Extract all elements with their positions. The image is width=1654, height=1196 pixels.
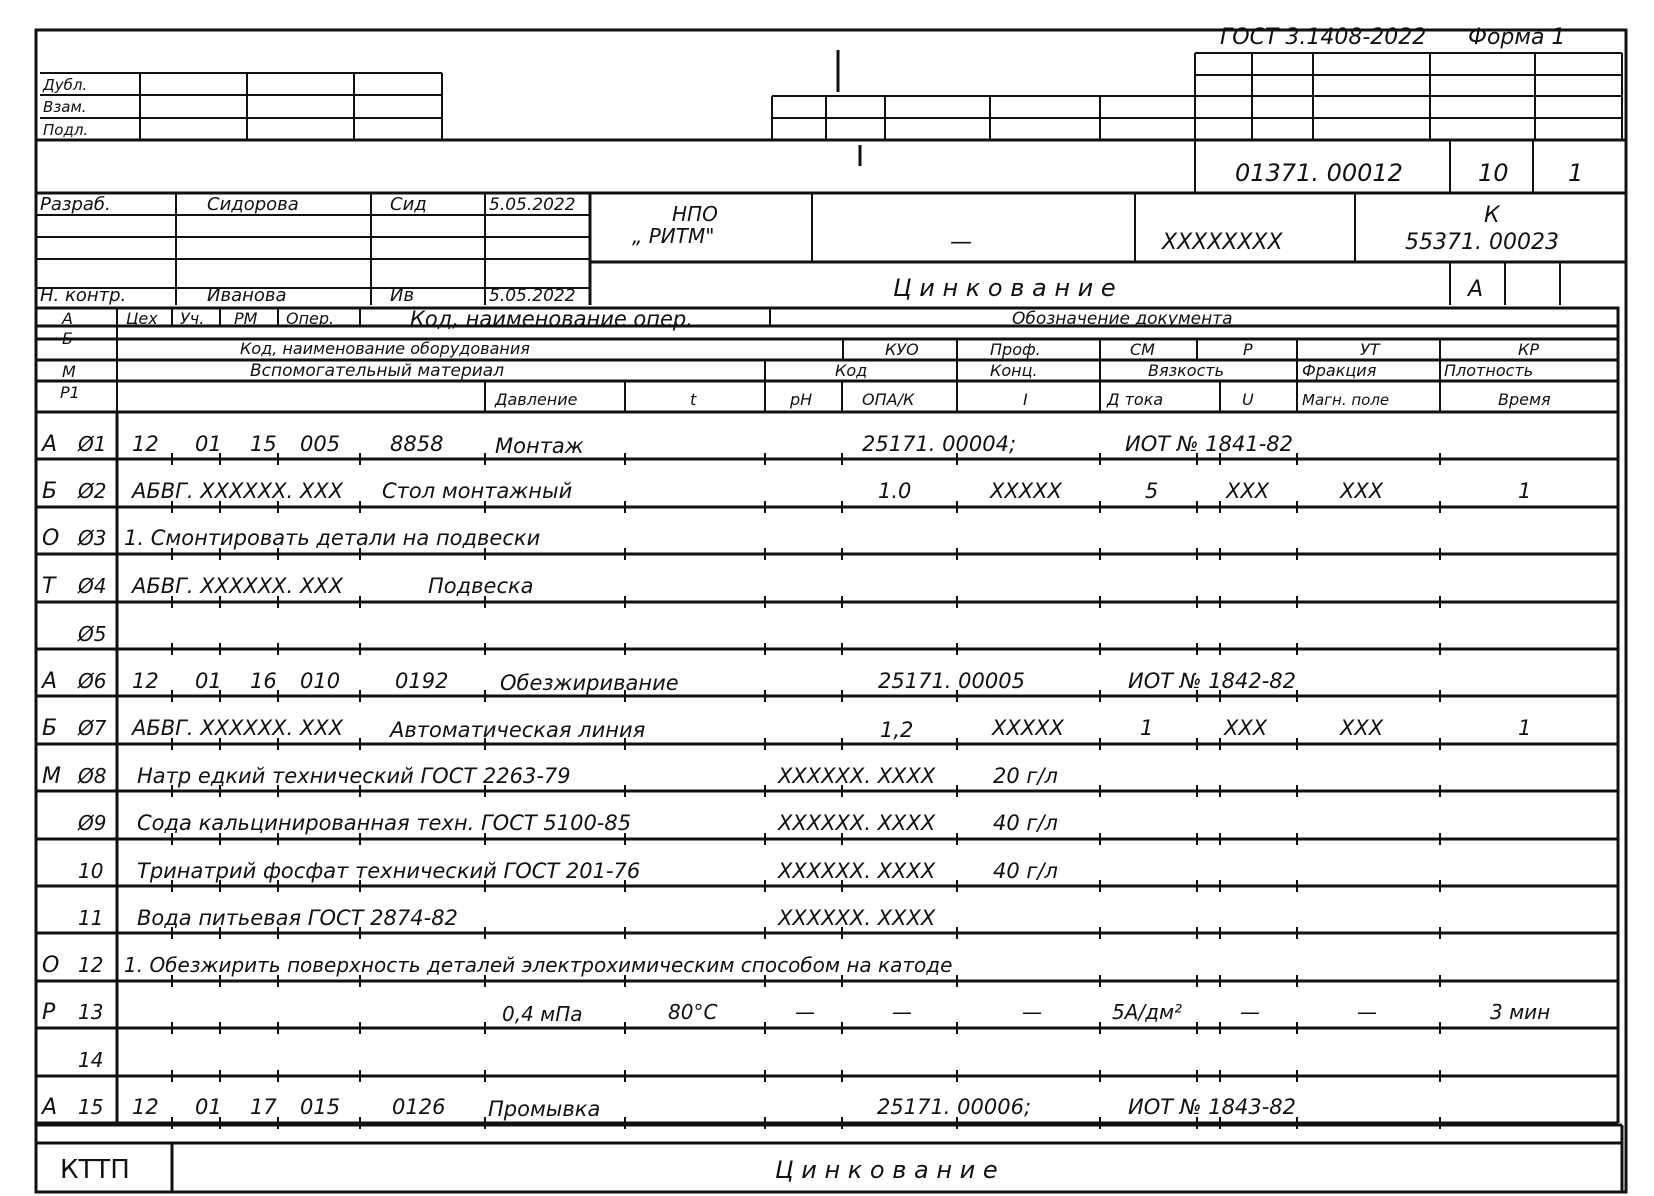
row-key: А <box>42 1095 58 1120</box>
magnetic-field-value: — <box>1357 1000 1377 1024</box>
row-number: 14 <box>78 1048 104 1072</box>
section-value: 01 <box>195 432 222 456</box>
row-number: Ø4 <box>78 574 107 598</box>
rows-text <box>40 432 1550 1121</box>
hdr-density: Плотность <box>1444 361 1534 380</box>
material-code: XXXXXX. XXXX <box>778 764 936 788</box>
hdr-workshop: Цех <box>126 309 158 328</box>
hdr-pressure: Давление <box>495 390 578 409</box>
row-number: Ø5 <box>78 622 107 646</box>
safety-instruction: ИОТ № 1841-82 <box>1125 432 1293 456</box>
change-registration-grid <box>772 50 1622 166</box>
hdr-ph: рН <box>790 390 813 409</box>
developer-label: Разраб. <box>40 194 111 215</box>
hdr-workplace: РМ <box>234 309 258 328</box>
safety-instruction: ИОТ № 1843-82 <box>1128 1095 1296 1119</box>
section-value: 01 <box>195 669 222 693</box>
concentration: 40 г/л <box>993 859 1058 883</box>
equipment-code: АБВГ. XXXXXX. XXX <box>132 479 344 503</box>
row-number: Ø9 <box>78 811 107 835</box>
dash-value: — <box>950 230 972 255</box>
norm-control-name: Иванова <box>207 285 287 306</box>
kr-value: 1 <box>1518 479 1532 503</box>
equipment-code: АБВГ. XXXXXX. XXX <box>132 716 344 740</box>
row-key: О <box>42 526 60 551</box>
equipment-name: Автоматическая линия <box>390 718 646 742</box>
row-key: Б <box>42 479 58 504</box>
opa-k-value: — <box>892 1000 912 1024</box>
hdr-key-p: Р1 <box>60 383 80 402</box>
workshop-value: 12 <box>132 432 159 456</box>
row-number: Ø3 <box>78 526 107 550</box>
voltage-value: — <box>1240 1000 1260 1024</box>
hdr-current: I <box>1023 390 1028 409</box>
op-name: Обезжиривание <box>500 671 679 695</box>
kuo-value: 1.0 <box>878 479 912 503</box>
hdr-magnetic-field: Магн. поле <box>1302 391 1390 409</box>
row-number: 10 <box>78 859 104 883</box>
prof-value: XXXXX <box>992 716 1064 740</box>
transition-text: 1. Обезжирить поверхность деталей электрохимическим способом на катоде <box>124 953 953 977</box>
current-value: — <box>1022 1000 1042 1024</box>
sheet-number: 1 <box>1568 159 1584 187</box>
hdr-equipment: Код, наименование оборудования <box>240 339 530 358</box>
dubl-label: Дубл. <box>43 76 88 94</box>
concentration: 40 г/л <box>993 811 1058 835</box>
material-name: Натр едкий технический ГОСТ 2263-79 <box>137 764 571 788</box>
doc-ref: 25171. 00005 <box>878 669 1025 693</box>
hdr-section: Уч. <box>180 309 205 328</box>
ut-value: XXX <box>1340 479 1384 503</box>
k-code: 55371. 00023 <box>1405 230 1559 255</box>
concentration: 20 г/л <box>993 764 1058 788</box>
doc-code: 01371. 00012 <box>1235 159 1403 187</box>
replacement-grid <box>40 73 442 140</box>
hdr-fraction: Фракция <box>1302 361 1377 380</box>
sm-value: 5 <box>1145 479 1159 503</box>
org-line-1: НПО <box>672 202 718 226</box>
hdr-opa-k: ОПА/К <box>862 390 915 409</box>
r-value: XXX <box>1226 479 1270 503</box>
hdr-key-m: М <box>62 362 76 381</box>
document-letter: А <box>1468 277 1484 302</box>
equipment-name: Стол монтажный <box>382 479 573 503</box>
tooling-code: АБВГ. XXXXXX. XXX <box>132 574 344 598</box>
doc-ref: 25171. 00004; <box>862 432 1017 456</box>
workshop-value: 12 <box>132 669 159 693</box>
row-key: М <box>42 764 61 789</box>
safety-instruction: ИОТ № 1842-82 <box>1128 669 1296 693</box>
tooling-name: Подвеска <box>428 574 534 598</box>
podl-label: Подл. <box>43 121 89 139</box>
footer-title: Ц и н к о в а н и е <box>775 1156 998 1184</box>
kr-value: 1 <box>1518 716 1532 740</box>
hdr-operation: Опер. <box>286 309 335 328</box>
part-code: XXXXXXXX <box>1162 230 1283 255</box>
material-code: XXXXXX. XXXX <box>778 811 936 835</box>
hdr-time: Время <box>1498 390 1551 409</box>
row-number: 12 <box>78 953 104 977</box>
section-value: 01 <box>195 1095 222 1119</box>
hdr-ut: УТ <box>1360 340 1380 359</box>
workplace-value: 15 <box>250 432 277 456</box>
row-key: А <box>42 669 58 694</box>
hdr-sm: СМ <box>1130 340 1155 359</box>
sheets-count: 10 <box>1478 159 1509 187</box>
hdr-kr: КР <box>1518 340 1540 359</box>
hdr-kuo: КУО <box>885 340 919 359</box>
hdr-doc-designation: Обозначение документа <box>1012 309 1233 329</box>
workplace-value: 17 <box>250 1095 277 1119</box>
process-title: Ц и н к о в а н и е <box>893 274 1116 302</box>
standard-label: ГОСТ 3.1408-2022 <box>1220 25 1427 50</box>
operation-value: 010 <box>300 669 341 693</box>
time-value: 3 мин <box>1490 1000 1551 1024</box>
row-key: Т <box>42 574 56 599</box>
hdr-current-density: Д тока <box>1107 390 1164 409</box>
row-key: Б <box>42 716 58 741</box>
developer-signature: Сид <box>390 194 427 215</box>
temperature-value: 80°С <box>668 1000 718 1024</box>
hdr-code: Код <box>835 361 868 380</box>
hdr-conc: Конц. <box>990 361 1038 380</box>
material-code: XXXXXX. XXXX <box>778 859 936 883</box>
hdr-voltage: U <box>1242 390 1254 409</box>
op-name: Промывка <box>488 1097 601 1121</box>
org-line-2: „ РИТМ" <box>632 224 715 248</box>
sm-value: 1 <box>1140 716 1154 740</box>
hdr-viscosity: Вязкость <box>1148 361 1225 380</box>
operation-value: 005 <box>300 432 341 456</box>
form-label: Форма 1 <box>1468 25 1566 50</box>
row-number: 13 <box>78 1000 104 1024</box>
workplace-value: 16 <box>250 669 277 693</box>
row-number: Ø7 <box>78 716 107 740</box>
ut-value: XXX <box>1340 716 1384 740</box>
op-code: 8858 <box>390 432 444 456</box>
kuo-value: 1,2 <box>880 718 914 742</box>
op-code: 0192 <box>395 669 449 693</box>
pressure-value: 0,4 мПа <box>502 1002 583 1026</box>
k-letter: К <box>1484 203 1500 228</box>
transition-text: 1. Смонтировать детали на подвески <box>124 526 541 550</box>
material-name: Сода кальцинированная техн. ГОСТ 5100-85 <box>137 811 632 835</box>
norm-control-signature: Ив <box>390 285 415 306</box>
hdr-key-a: А <box>62 309 73 328</box>
row-number: Ø2 <box>78 479 107 503</box>
operation-value: 015 <box>300 1095 341 1119</box>
row-number: Ø6 <box>78 669 107 693</box>
material-name: Тринатрий фосфат технический ГОСТ 201-76 <box>137 859 641 883</box>
footer-label: КТТП <box>60 1155 130 1185</box>
hdr-key-b: Б <box>62 329 73 348</box>
norm-control-date: 5.05.2022 <box>489 286 576 306</box>
op-name: Монтаж <box>495 434 584 458</box>
row-number: Ø8 <box>78 764 107 788</box>
hdr-prof: Проф. <box>990 340 1041 359</box>
hdr-op-code-name: Код, наименование опер. <box>410 307 693 331</box>
material-name: Вода питьевая ГОСТ 2874-82 <box>137 906 458 930</box>
current-density-value: 5А/дм² <box>1112 1000 1183 1024</box>
norm-control-label: Н. контр. <box>40 285 127 306</box>
row-number: 15 <box>78 1095 104 1119</box>
material-code: XXXXXX. XXXX <box>778 906 936 930</box>
developer-date: 5.05.2022 <box>489 195 576 215</box>
hdr-aux-material: Вспомогательный материал <box>250 361 505 381</box>
developer-name: Сидорова <box>207 194 299 215</box>
doc-ref: 25171. 00006; <box>877 1095 1032 1119</box>
workshop-value: 12 <box>132 1095 159 1119</box>
r-value: XXX <box>1224 716 1268 740</box>
row-key: А <box>42 432 58 457</box>
prof-value: XXXXX <box>990 479 1062 503</box>
row-key: Р <box>42 1000 56 1025</box>
row-key: О <box>42 953 60 978</box>
ph-value: — <box>795 1000 815 1024</box>
hdr-temperature: t <box>690 390 697 409</box>
row-number: Ø1 <box>78 432 107 456</box>
vzam-label: Взам. <box>43 98 87 116</box>
row-number: 11 <box>78 906 104 930</box>
op-code: 0126 <box>392 1095 446 1119</box>
hdr-r: Р <box>1243 340 1253 359</box>
